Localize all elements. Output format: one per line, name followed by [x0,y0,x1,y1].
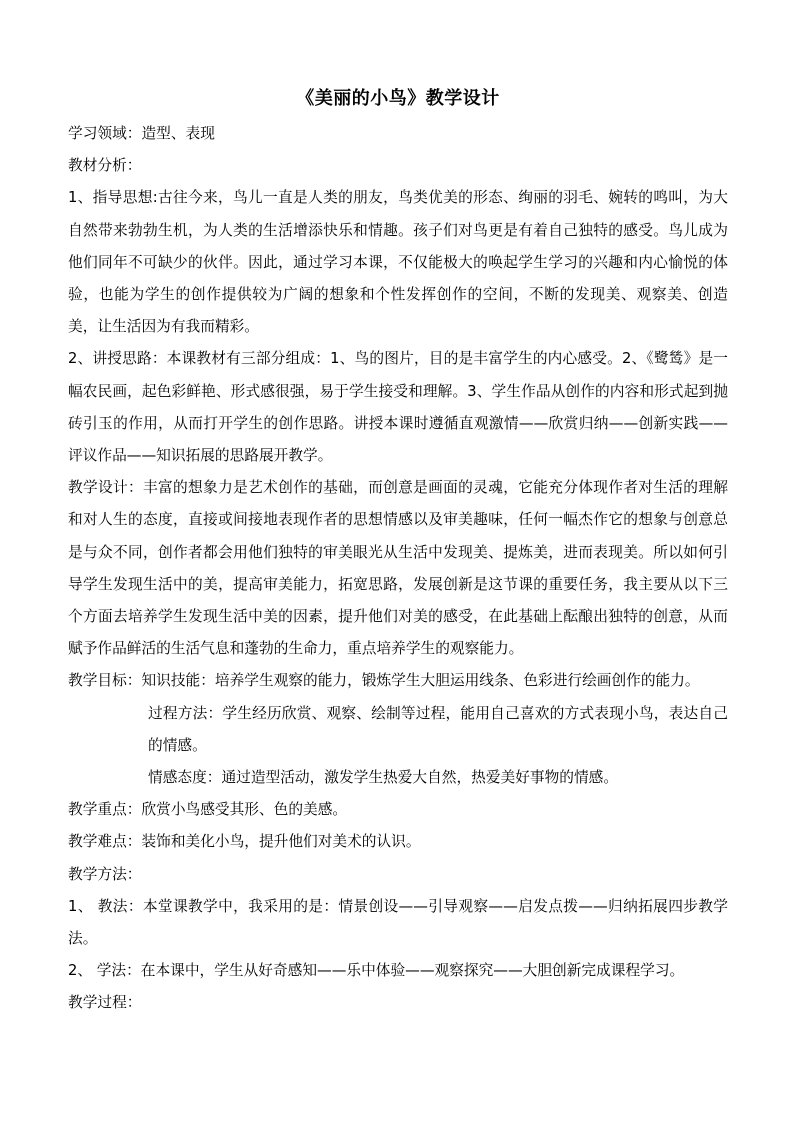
paragraph-key-point: 教学重点：欣赏小鸟感受其形、色的美感。 [68,801,348,819]
paragraph-teaching-approach: 2、讲授思路：本课教材有三部分组成：1、鸟的图片，目的是丰富学生的内心感受。2、《鹭鸶》是一幅农民画，起色彩鲜艳、形式感很强，易于学生接受和理解。3、学生作品从创作的内容和形式起到抛砖引玉的作用，从而打开学生的创作思路。讲授本课时遵循直观激情——欣赏归纳——创新实践——评议作品——知识拓展的思路展开教学。 [68,350,728,465]
paragraph-material-analysis-heading: 教材分析： [68,157,142,175]
paragraph-difficult-point: 教学难点：装饰和美化小鸟，提升他们对美术的认识。 [68,833,421,851]
paragraph-guiding-thought: 1、指导思想:古往今来，鸟儿一直是人类的朋友，鸟类优美的形态、绚丽的羽毛、婉转的鸣叫，为大自然带来勃勃生机，为人类的生活增添快乐和情趣。孩子们对鸟更是有着自己独特的感受。鸟儿成为他们同年不可缺少的伙伴。因此，通过学习本课，不仅能极大的唤起学生学习的兴趣和内心愉悦的体验，也能为学生的创作提供较为广阔的想象和个性发挥创作的空间，不断的发现美、观察美、创造美，让生活因为有我而精彩。 [68,189,728,336]
paragraph-learning-area: 学习领域：造型、表现 [68,125,215,142]
paragraph-teaching-method: 1、 教法：本堂课教学中，我采用的是：情景创设——引导观察——启发点拨——归纳拓展四步教学法。 [68,897,728,948]
paragraph-process-method: 过程方法：学生经历欣赏、观察、绘制等过程，能用自己喜欢的方式表现小鸟，表达自己的情感。 [148,704,728,754]
paragraph-learning-method: 2、 学法：在本课中，学生从好奇感知——乐中体验——观察探究——大胆创新完成课程学习。 [68,962,685,980]
paragraph-emotional-attitude: 情感态度：通过造型活动，激发学生热爱大自然，热爱美好事物的情感。 [148,769,619,787]
paragraph-teaching-methods-heading: 教学方法： [68,865,142,883]
document-title: 《美丽的小鸟》教学设计 [296,88,500,109]
paragraph-teaching-goals: 教学目标：知识技能：培养学生观察的能力，锻炼学生大胆运用线条、色彩进行绘画创作的能力。 [68,672,700,690]
document-page [68,86,728,1020]
paragraph-teaching-process-heading: 教学过程： [68,994,142,1012]
paragraph-teaching-design: 教学设计：丰富的想象力是艺术创作的基础，而创意是画面的灵魂，它能充分体现作者对生活的理解和对人生的态度，直接或间接地表现作者的思想情感以及审美趣味，任何一幅杰作它的想象与创意总是与众不同，创作者都会用他们独特的审美眼光从生活中发现美、提炼美，进而表现美。所以如何引导学生发现生活中的美，提高审美能力，拓宽思路，发展创新是这节课的重要任务，我主要从以下三个方面去培养学生发现生活中美的因素，提升他们对美的感受，在此基础上酝酿出独特的创意，从而赋予作品鲜活的生活气息和蓬勃的生命力，重点培养学生的观察能力。 [68,479,728,658]
